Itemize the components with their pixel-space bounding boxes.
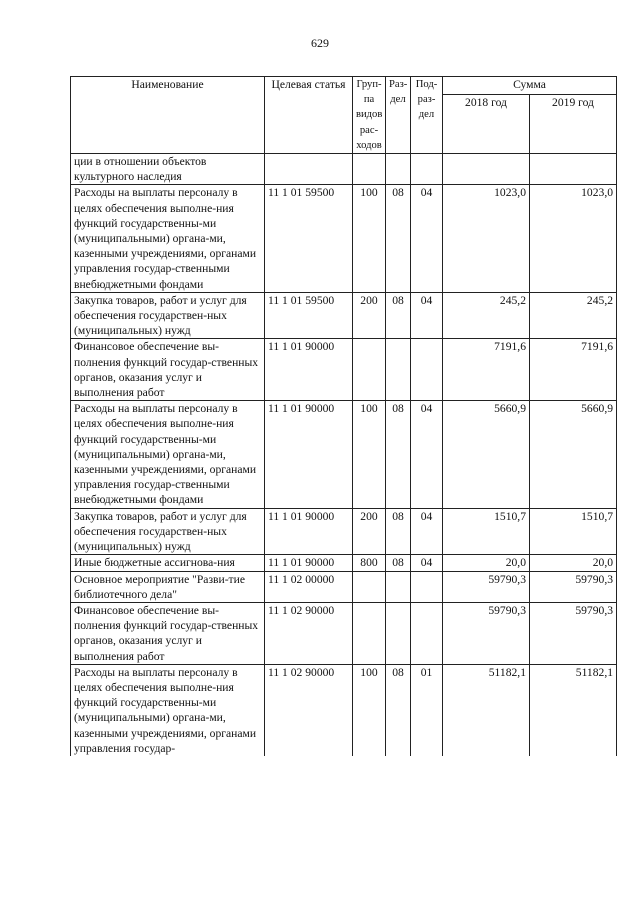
row-2019: 1023,0 <box>530 185 617 292</box>
row-group: 200 <box>353 508 386 555</box>
row-name: Иные бюджетные ассигнова-ния <box>71 555 265 571</box>
header-sum: Сумма <box>443 77 617 95</box>
row-target: 11 1 01 90000 <box>265 508 353 555</box>
row-name: Расходы на выплаты персоналу в целях обеспечения выполне-ния функций государственны-ми (муниципальными) органа-ми, казенными учреждениями, органами управления государ-ственными внебюджетными фондами <box>71 401 265 508</box>
row-section: 08 <box>386 555 411 571</box>
row-group <box>353 154 386 185</box>
row-2018: 51182,1 <box>443 664 530 756</box>
table-row <box>71 292 617 339</box>
table-row <box>71 185 617 292</box>
row-2018: 245,2 <box>443 292 530 339</box>
row-subsection: 01 <box>411 664 443 756</box>
row-name: Основное мероприятие "Разви-тие библиотечного дела" <box>71 571 265 602</box>
table-header <box>71 77 617 154</box>
row-2019: 51182,1 <box>530 664 617 756</box>
header-subsection: Под-раз-дел <box>411 77 443 154</box>
header-section: Раз-дел <box>386 77 411 154</box>
row-group <box>353 571 386 602</box>
row-subsection: 04 <box>411 185 443 292</box>
row-subsection <box>411 339 443 401</box>
row-2018: 20,0 <box>443 555 530 571</box>
row-2019 <box>530 154 617 185</box>
table-row <box>71 154 617 185</box>
row-2018: 5660,9 <box>443 401 530 508</box>
row-group: 200 <box>353 292 386 339</box>
row-section <box>386 571 411 602</box>
row-section: 08 <box>386 508 411 555</box>
row-2019: 1510,7 <box>530 508 617 555</box>
table-row <box>71 339 617 401</box>
row-subsection <box>411 571 443 602</box>
row-target: 11 1 01 59500 <box>265 185 353 292</box>
row-section <box>386 602 411 664</box>
table-row <box>71 664 617 756</box>
row-name: Финансовое обеспечение вы-полнения функций государ-ственных органов, оказания услуг и выполнения работ <box>71 339 265 401</box>
row-subsection: 04 <box>411 401 443 508</box>
row-2019: 20,0 <box>530 555 617 571</box>
row-name: ции в отношении объектов культурного наследия <box>71 154 265 185</box>
row-target <box>265 154 353 185</box>
row-target: 11 1 01 90000 <box>265 339 353 401</box>
row-name: Закупка товаров, работ и услуг для обеспечения государствен-ных (муниципальных) нужд <box>71 292 265 339</box>
row-2019: 59790,3 <box>530 571 617 602</box>
row-2019: 245,2 <box>530 292 617 339</box>
row-section <box>386 154 411 185</box>
row-group <box>353 602 386 664</box>
row-group: 100 <box>353 401 386 508</box>
row-group: 800 <box>353 555 386 571</box>
row-section <box>386 339 411 401</box>
row-subsection: 04 <box>411 292 443 339</box>
row-target: 11 1 02 90000 <box>265 602 353 664</box>
header-target: Целевая статья <box>265 77 353 154</box>
page-number: 629 <box>311 36 329 50</box>
row-subsection <box>411 154 443 185</box>
row-section: 08 <box>386 185 411 292</box>
row-section: 08 <box>386 664 411 756</box>
row-2019: 59790,3 <box>530 602 617 664</box>
row-2018: 1510,7 <box>443 508 530 555</box>
budget-table <box>70 76 617 756</box>
table-row <box>71 555 617 571</box>
row-target: 11 1 01 90000 <box>265 555 353 571</box>
table-row <box>71 602 617 664</box>
header-name: Наименование <box>71 77 265 154</box>
header-group: Груп-па видов рас-ходов <box>353 77 386 154</box>
row-name: Закупка товаров, работ и услуг для обеспечения государствен-ных (муниципальных) нужд <box>71 508 265 555</box>
table-row <box>71 401 617 508</box>
row-2018: 1023,0 <box>443 185 530 292</box>
row-2018: 59790,3 <box>443 602 530 664</box>
row-target: 11 1 01 59500 <box>265 292 353 339</box>
row-2018: 59790,3 <box>443 571 530 602</box>
row-name: Расходы на выплаты персоналу в целях обеспечения выполне-ния функций государственны-ми (муниципальными) органа-ми, казенными учреждениями, органами управления государ- <box>71 664 265 756</box>
row-2019: 7191,6 <box>530 339 617 401</box>
row-subsection: 04 <box>411 555 443 571</box>
row-name: Финансовое обеспечение вы-полнения функций государ-ственных органов, оказания услуг и выполнения работ <box>71 602 265 664</box>
row-section: 08 <box>386 292 411 339</box>
row-target: 11 1 02 00000 <box>265 571 353 602</box>
row-2018 <box>443 154 530 185</box>
row-name: Расходы на выплаты персоналу в целях обеспечения выполне-ния функций государственны-ми (муниципальными) органа-ми, казенными учреждениями, органами управления государ-ственными внебюджетными фондами <box>71 185 265 292</box>
table-row <box>71 508 617 555</box>
row-section: 08 <box>386 401 411 508</box>
row-2018: 7191,6 <box>443 339 530 401</box>
row-subsection: 04 <box>411 508 443 555</box>
row-group: 100 <box>353 664 386 756</box>
row-target: 11 1 02 90000 <box>265 664 353 756</box>
row-target: 11 1 01 90000 <box>265 401 353 508</box>
row-group <box>353 339 386 401</box>
row-group: 100 <box>353 185 386 292</box>
header-year-2018: 2018 год <box>443 95 530 154</box>
header-year-2019: 2019 год <box>530 95 617 154</box>
row-subsection <box>411 602 443 664</box>
row-2019: 5660,9 <box>530 401 617 508</box>
table-row <box>71 571 617 602</box>
